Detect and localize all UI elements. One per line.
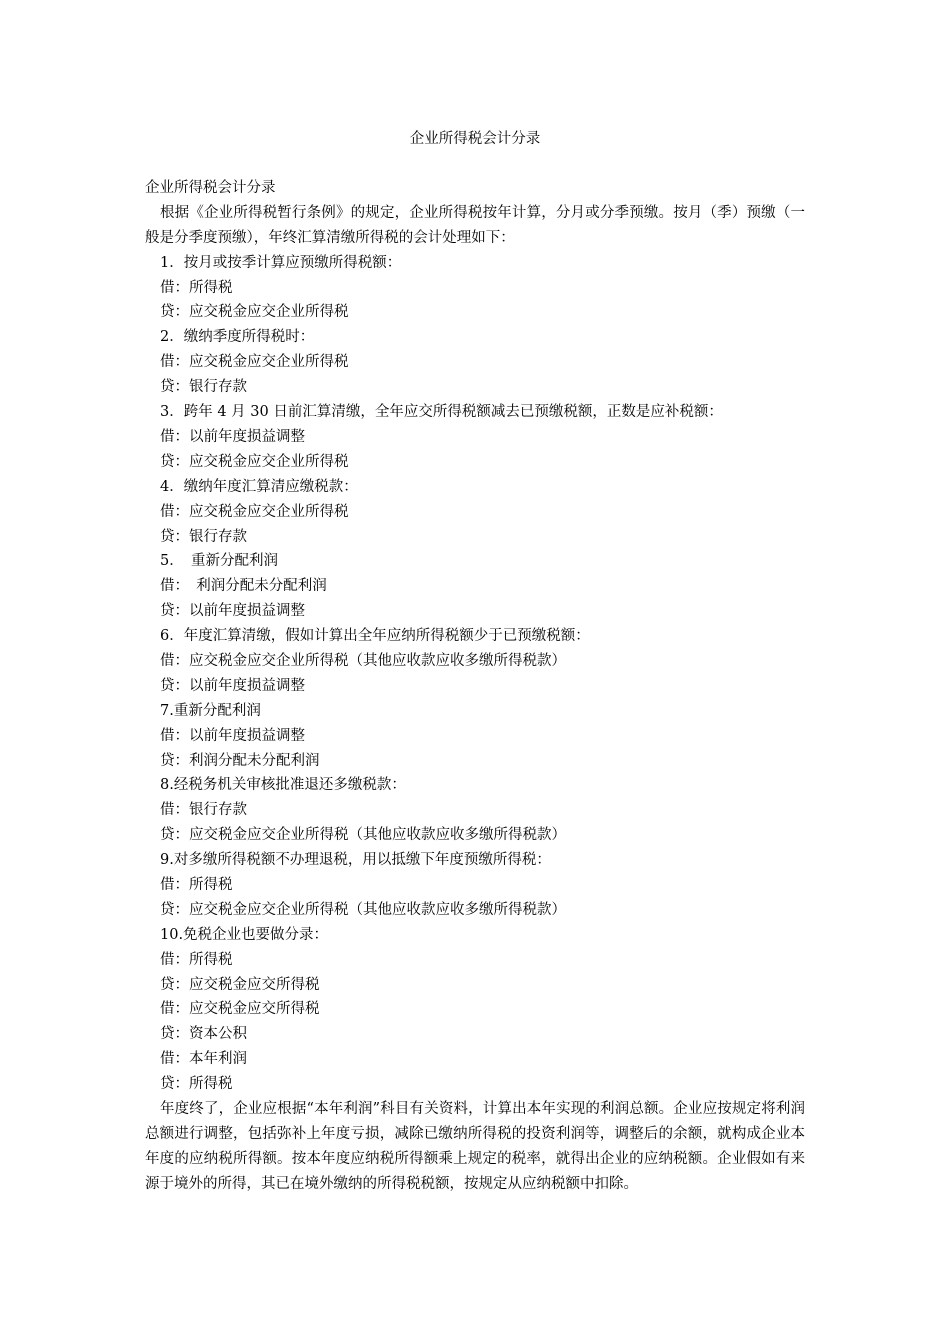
entry-line: 贷：银行存款 [160, 528, 247, 545]
entry-line: 5． 重新分配利润 [160, 553, 278, 570]
entry-line: 贷：应交税金应交企业所得税（其他应收款应收多缴所得税款） [160, 827, 566, 844]
entry-line: 借：以前年度损益调整 [160, 428, 305, 445]
entry-line: 借：应交税金应交企业所得税（其他应收款应收多缴所得税款） [160, 652, 566, 669]
document-body [145, 176, 805, 1197]
entry-line: 借：应交税金应交企业所得税 [160, 503, 349, 520]
entry-line: 贷：应交税金应交所得税 [160, 976, 320, 993]
entry-line: 借：所得税 [160, 279, 233, 296]
entry-line: 贷：以前年度损益调整 [160, 603, 305, 620]
entry-line: 1．按月或按季计算应预缴所得税额： [160, 254, 402, 271]
document-title: 企业所得税会计分录 [409, 131, 541, 147]
entry-line: 借： 利润分配未分配利润 [160, 578, 327, 595]
entry-line: 7.重新分配利润 [160, 702, 261, 719]
entry-line: 贷：利润分配未分配利润 [160, 752, 320, 769]
entry-line: 贷：应交税金应交企业所得税 [160, 304, 349, 321]
entry-line: 借：所得税 [160, 951, 233, 968]
entry-line: 借：所得税 [160, 876, 233, 893]
entry-line: 3．跨年 4 月 30 日前汇算清缴，全年应交所得税额减去已预缴税额，正数是应补税额： [160, 404, 723, 421]
entry-line: 借：以前年度损益调整 [160, 727, 305, 744]
section-heading: 企业所得税会计分录 [145, 180, 276, 196]
entry-line: 贷：资本公积 [160, 1026, 247, 1043]
entry-line: 6．年度汇算清缴，假如计算出全年应纳所得税额少于已预缴税额： [160, 628, 590, 645]
entry-line: 贷：应交税金应交企业所得税 [160, 453, 349, 470]
entry-line: 贷：应交税金应交企业所得税（其他应收款应收多缴所得税款） [160, 901, 566, 918]
entry-line: 2．缴纳季度所得税时： [160, 329, 315, 346]
entry-line: 贷：银行存款 [160, 379, 247, 396]
entry-line: 贷：以前年度损益调整 [160, 677, 305, 694]
entry-line: 4．缴纳年度汇算清应缴税款： [160, 478, 358, 495]
entry-line: 借：应交税金应交所得税 [160, 1001, 320, 1018]
entry-line: 10.免税企业也要做分录： [160, 926, 329, 943]
entry-line: 借：本年利润 [160, 1051, 247, 1068]
entry-line: 借：应交税金应交企业所得税 [160, 354, 349, 371]
entry-line: 借：银行存款 [160, 802, 247, 819]
intro-paragraph: 根据《企业所得税暂行条例》的规定，企业所得税按年计算，分月或分季预缴。按月（季）预缴（一般是分季度预缴），年终汇算清缴所得税的会计处理如下： [145, 204, 805, 246]
closing-paragraph: 年度终了，企业应根据“本年利润”科目有关资料，计算出本年实现的利润总额。企业应按规定将利润总额进行调整，包括弥补上年度亏损，减除已缴纳所得税的投资利润等，调整后的余额，就构成企业本年度的应纳税所得额。按本年度应纳税所得额乘上规定的税率，就得出企业的应纳税额。企业假如有来源于境外的所得，其已在境外缴纳的所得税税额，按规定从应纳税额中扣除。 [145, 1100, 805, 1192]
entry-line: 8.经税务机关审核批准退还多缴税款： [160, 777, 406, 794]
entry-line: 贷：所得税 [160, 1076, 233, 1093]
entry-line: 9.对多缴所得税额不办理退税，用以抵缴下年度预缴所得税： [160, 852, 551, 869]
